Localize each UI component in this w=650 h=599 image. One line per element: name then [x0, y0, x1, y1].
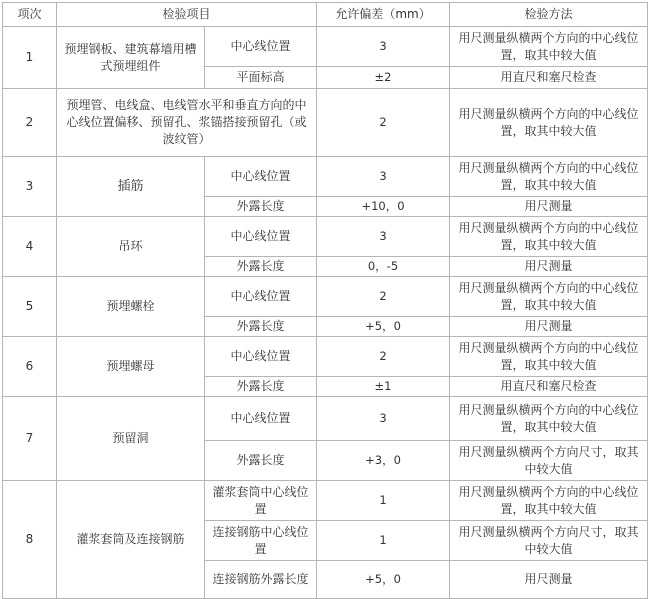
row-seq: 5	[3, 277, 57, 337]
sub-item: 中心线位置	[205, 397, 317, 441]
header-item: 检验项目	[57, 3, 317, 27]
tolerance-value: +5，0	[317, 317, 450, 337]
sub-item: 连接钢筋中心线位置	[205, 521, 317, 561]
tolerance-value: 2	[317, 277, 450, 317]
table-row	[3, 481, 648, 521]
sub-item: 中心线位置	[205, 277, 317, 317]
method-text: 用尺测量纵横两个方向的中心线位置，取其中较大值	[450, 27, 648, 67]
header-row	[3, 3, 648, 27]
row-seq: 3	[3, 157, 57, 217]
tolerance-value: +5，0	[317, 561, 450, 599]
sub-item: 外露长度	[205, 441, 317, 481]
row-seq: 2	[3, 89, 57, 157]
sub-item: 中心线位置	[205, 27, 317, 67]
tolerance-value: 3	[317, 157, 450, 197]
method-text: 用尺测量纵横两个方向的中心线位置，取其中较大值	[450, 481, 648, 521]
sub-item: 连接钢筋外露长度	[205, 561, 317, 599]
sub-item: 中心线位置	[205, 337, 317, 377]
row-item: 预留洞	[57, 397, 205, 481]
inspection-table	[2, 2, 648, 599]
sub-item: 中心线位置	[205, 157, 317, 197]
table-row	[3, 397, 648, 441]
table-row	[3, 27, 648, 67]
header-seq: 项次	[3, 3, 57, 27]
row-item: 吊环	[57, 217, 205, 277]
tolerance-value: 3	[317, 217, 450, 257]
method-text: 用尺测量纵横两个方向的中心线位置，取其中较大值	[450, 397, 648, 441]
row-item: 预埋管、电线盒、电线管水平和垂直方向的中心线位置偏移、预留孔、浆锚搭接预留孔（或波纹管）	[57, 89, 317, 157]
method-text: 用尺测量纵横两个方向的中心线位置，取其中较大值	[450, 217, 648, 257]
sub-item: 外露长度	[205, 377, 317, 397]
tolerance-value: +3，0	[317, 441, 450, 481]
tolerance-value: 3	[317, 27, 450, 67]
method-text: 用尺测量纵横两个方向尺寸，取其中较大值	[450, 441, 648, 481]
tolerance-value: 3	[317, 397, 450, 441]
method-text: 用尺测量纵横两个方向的中心线位置，取其中较大值	[450, 157, 648, 197]
table-row	[3, 277, 648, 317]
method-text: 用尺测量纵横两个方向尺寸，取其中较大值	[450, 521, 648, 561]
sub-item: 中心线位置	[205, 217, 317, 257]
table-row	[3, 89, 648, 157]
tolerance-value: +10，0	[317, 197, 450, 217]
row-seq: 6	[3, 337, 57, 397]
tolerance-value: 2	[317, 337, 450, 377]
row-item: 预埋钢板、建筑幕墙用槽式预埋组件	[57, 27, 205, 89]
row-item: 插筋	[57, 157, 205, 217]
method-text: 用直尺和塞尺检查	[450, 377, 648, 397]
method-text: 用尺测量纵横两个方向的中心线位置，取其中较大值	[450, 277, 648, 317]
table-row	[3, 337, 648, 377]
method-text: 用尺测量	[450, 197, 648, 217]
method-text: 用尺测量	[450, 257, 648, 277]
tolerance-value: ±2	[317, 67, 450, 89]
row-seq: 7	[3, 397, 57, 481]
sub-item: 外露长度	[205, 197, 317, 217]
sub-item: 平面标高	[205, 67, 317, 89]
header-tolerance: 允许偏差（mm）	[317, 3, 450, 27]
sub-item: 外露长度	[205, 257, 317, 277]
tolerance-value: ±1	[317, 377, 450, 397]
method-text: 用直尺和塞尺检查	[450, 67, 648, 89]
sub-item: 外露长度	[205, 317, 317, 337]
row-seq: 8	[3, 481, 57, 599]
row-seq: 4	[3, 217, 57, 277]
table-row	[3, 217, 648, 257]
method-text: 用尺测量纵横两个方向的中心线位置，取其中较大值	[450, 89, 648, 157]
table-row	[3, 157, 648, 197]
row-seq: 1	[3, 27, 57, 89]
tolerance-value: 2	[317, 89, 450, 157]
header-method: 检验方法	[450, 3, 648, 27]
method-text: 用尺测量	[450, 317, 648, 337]
sub-item: 灌浆套筒中心线位置	[205, 481, 317, 521]
tolerance-value: 1	[317, 521, 450, 561]
tolerance-value: 0，-5	[317, 257, 450, 277]
row-item: 预埋螺栓	[57, 277, 205, 337]
tolerance-value: 1	[317, 481, 450, 521]
method-text: 用尺测量纵横两个方向的中心线位置，取其中较大值	[450, 337, 648, 377]
row-item: 预埋螺母	[57, 337, 205, 397]
method-text: 用尺测量	[450, 561, 648, 599]
row-item: 灌浆套筒及连接钢筋	[57, 481, 205, 599]
